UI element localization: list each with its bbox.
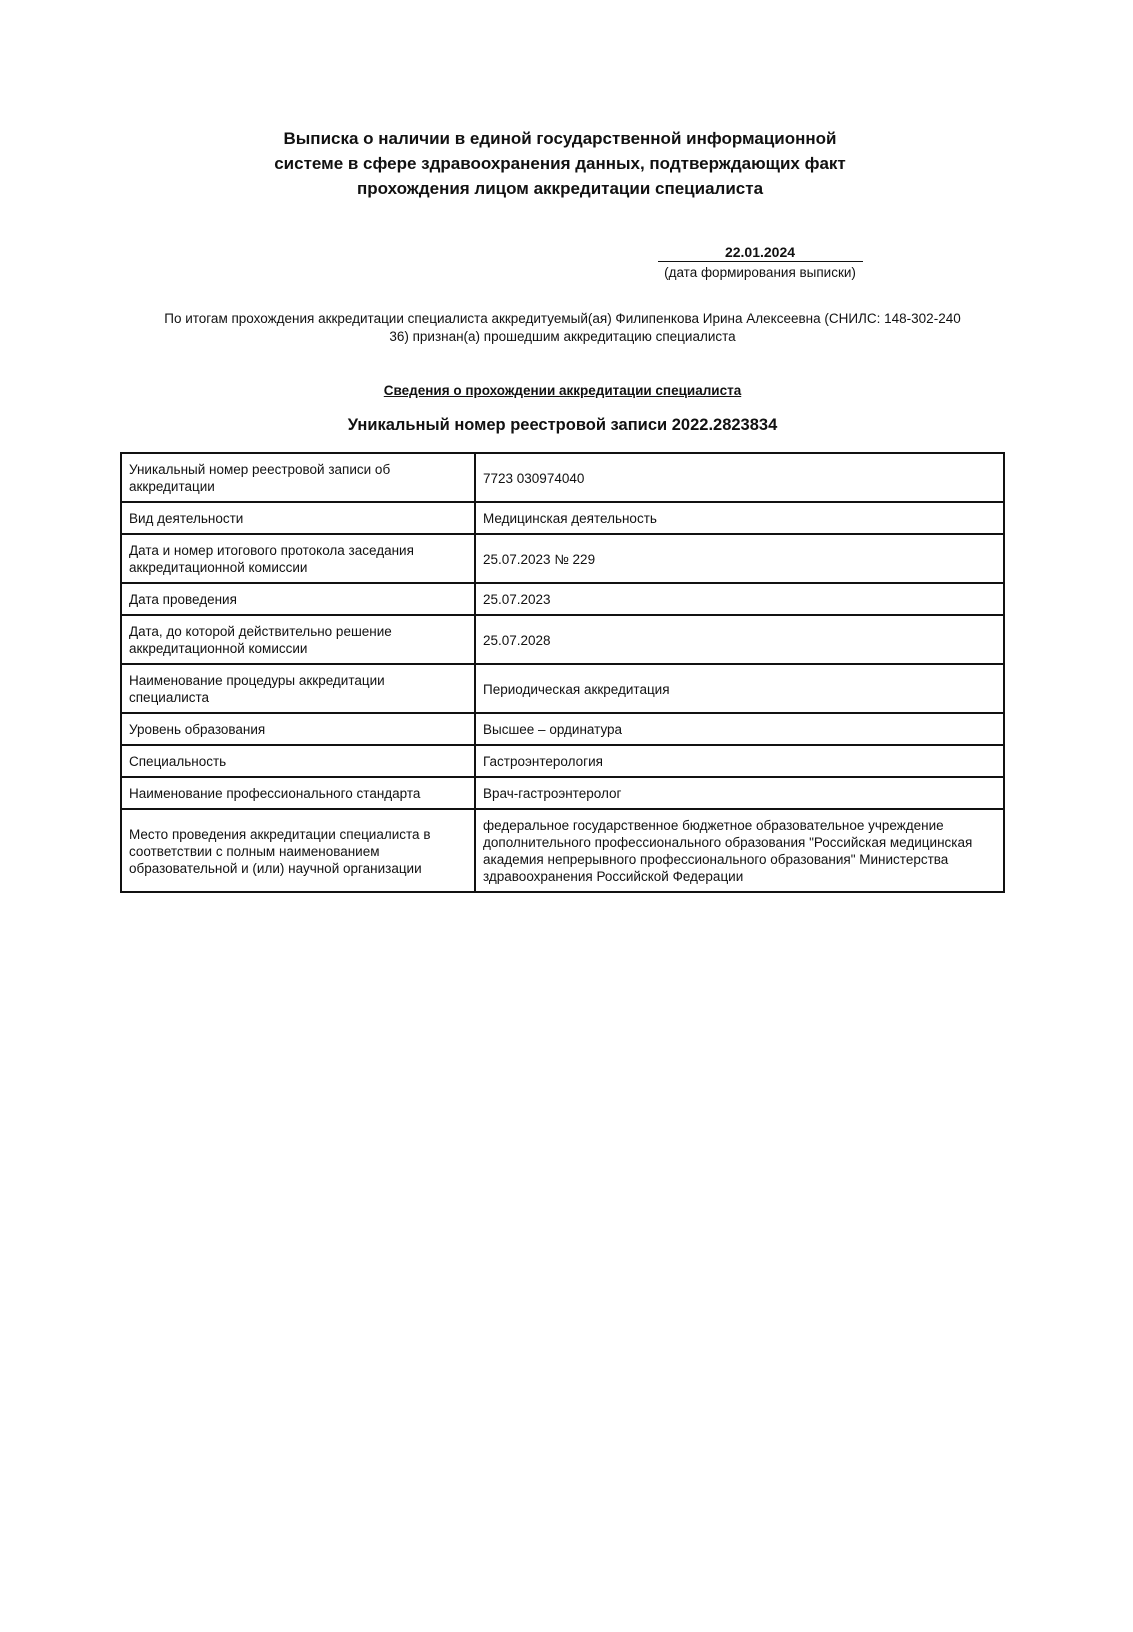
table-row xyxy=(121,615,1004,664)
row-label: Дата, до которой действительно решение аккредитационной комиссии xyxy=(121,615,475,664)
title-line: Выписка о наличии в единой государственной информационной xyxy=(283,129,837,148)
issue-date-caption: (дата формирования выписки) xyxy=(664,265,856,280)
row-label: Место проведения аккредитации специалиста в соответствии с полным наименованием образовательной и (или) научной организации xyxy=(121,809,475,892)
row-label: Специальность xyxy=(121,745,475,777)
row-label: Дата проведения xyxy=(121,583,475,615)
row-value: 25.07.2028 xyxy=(475,615,1004,664)
section-heading: Сведения о прохождении аккредитации специалиста xyxy=(383,383,742,398)
row-label: Уникальный номер реестровой записи об аккредитации xyxy=(121,453,475,502)
intro-line: 36) признан(а) прошедшим аккредитацию специалиста xyxy=(389,328,736,344)
table-row xyxy=(121,713,1004,745)
title-line: системе в сфере здравоохранения данных, подтверждающих факт xyxy=(274,154,846,173)
row-label: Наименование профессионального стандарта xyxy=(121,777,475,809)
row-value: Периодическая аккредитация xyxy=(475,664,1004,713)
table-row xyxy=(121,777,1004,809)
row-value: 25.07.2023 xyxy=(475,583,1004,615)
row-value: Медицинская деятельность xyxy=(475,502,1004,534)
row-label: Наименование процедуры аккредитации специалиста xyxy=(121,664,475,713)
row-value: 25.07.2023 № 229 xyxy=(475,534,1004,583)
table-row xyxy=(121,502,1004,534)
row-value: Врач-гастроэнтеролог xyxy=(475,777,1004,809)
intro-line: По итогам прохождения аккредитации специалиста аккредитуемый(ая) Филипенкова Ирина Алексеевна (СНИЛС: 148-302-240 xyxy=(164,311,961,326)
table-row xyxy=(121,664,1004,713)
accreditation-table xyxy=(120,452,1005,893)
document-title xyxy=(250,126,870,201)
row-value: 7723 030974040 xyxy=(475,453,1004,502)
table-row xyxy=(121,583,1004,615)
row-label: Дата и номер итогового протокола заседания аккредитационной комиссии xyxy=(121,534,475,583)
row-value: Гастроэнтерология xyxy=(475,745,1004,777)
table-row xyxy=(121,453,1004,502)
table-row xyxy=(121,534,1004,583)
table-row xyxy=(121,809,1004,892)
issue-date: 22.01.2024 xyxy=(658,243,863,262)
issue-date-block xyxy=(640,243,880,282)
title-line: прохождения лицом аккредитации специалиста xyxy=(356,179,764,198)
row-value: Высшее – ординатура xyxy=(475,713,1004,745)
row-label: Уровень образования xyxy=(121,713,475,745)
intro-paragraph xyxy=(120,310,1005,345)
row-value: федеральное государственное бюджетное образовательное учреждение дополнительного профессионального образования "Российская медицинская академия непрерывного профессионального образования" Министерства здравоохранения Российской Федерации xyxy=(475,809,1004,892)
registry-number-heading: Уникальный номер реестровой записи 2022.2823834 xyxy=(347,416,778,434)
table-row xyxy=(121,745,1004,777)
row-label: Вид деятельности xyxy=(121,502,475,534)
